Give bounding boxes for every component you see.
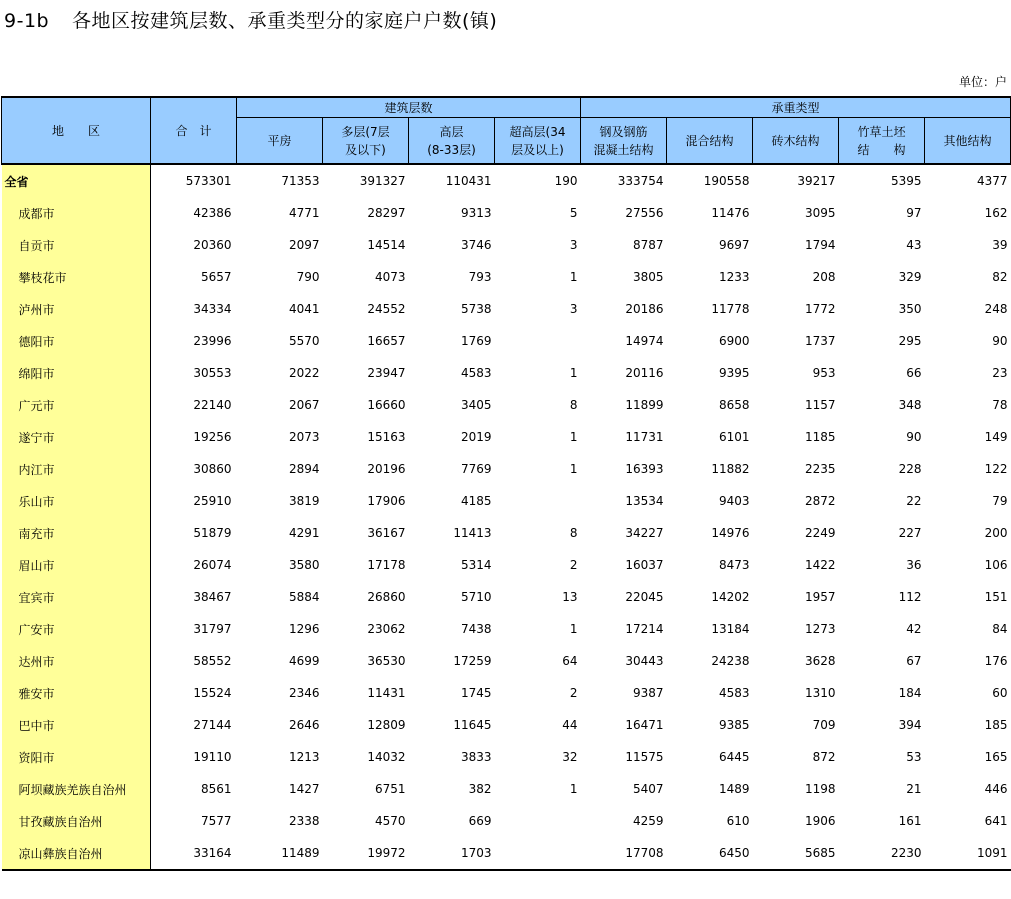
value-cell: 53 <box>906 750 922 764</box>
region-cell: 雅安市 <box>2 677 151 709</box>
value-cell: 44 <box>562 718 578 732</box>
value-cell: 17708 <box>581 837 667 870</box>
header-col-line2: (8-33层) <box>427 142 476 157</box>
total-cell: 26074 <box>193 558 232 572</box>
value-cell: 3580 <box>288 558 320 572</box>
value-cell: 1737 <box>804 334 836 348</box>
value-cell: 5685 <box>753 837 839 870</box>
value-cell: 2097 <box>288 238 320 252</box>
table-row <box>2 645 1011 677</box>
value-cell: 122 <box>984 462 1008 476</box>
header-col-line1: 竹草土坯 <box>857 124 906 139</box>
header-group-floors: 建筑层数 <box>237 97 581 118</box>
value-cell: 3805 <box>632 270 664 284</box>
table-row <box>2 325 1011 357</box>
table-row <box>2 164 1011 197</box>
region-cell: 乐山市 <box>2 485 151 517</box>
header-col-line1: 平房 <box>267 133 292 148</box>
table-row <box>2 197 1011 229</box>
total-cell: 20360 <box>193 238 232 252</box>
header-total: 合 计 <box>151 97 237 164</box>
value-cell: 200 <box>984 526 1008 540</box>
value-cell: 20196 <box>367 462 406 476</box>
total-cell: 30553 <box>193 366 232 380</box>
header-col-line1: 其他结构 <box>943 133 992 148</box>
value-cell: 43 <box>906 238 922 252</box>
table-row <box>2 581 1011 613</box>
value-cell: 3833 <box>460 750 492 764</box>
value-cell: 149 <box>984 430 1008 444</box>
value-cell: 11882 <box>711 462 750 476</box>
header-col-3 <box>495 118 581 165</box>
value-cell: 30443 <box>625 654 664 668</box>
region-cell: 成都市 <box>2 197 151 229</box>
region-cell: 凉山彝族自治州 <box>2 837 151 870</box>
header-col-line1: 混合结构 <box>685 133 734 148</box>
value-cell: 190 <box>554 174 578 188</box>
value-cell: 14514 <box>367 238 406 252</box>
value-cell: 84 <box>992 622 1008 636</box>
value-cell: 79 <box>992 494 1008 508</box>
value-cell: 11489 <box>237 837 323 870</box>
value-cell: 2338 <box>288 814 320 828</box>
value-cell: 78 <box>992 398 1008 412</box>
value-cell: 3095 <box>804 206 836 220</box>
header-col-line1: 钢及钢筋 <box>599 124 648 139</box>
header-col-line1: 高层 <box>439 124 464 139</box>
table-row <box>2 773 1011 805</box>
table-row <box>2 485 1011 517</box>
header-col-line1: 多层(7层 <box>341 124 390 139</box>
value-cell: 446 <box>984 782 1008 796</box>
header-col-line2: 及以下) <box>345 142 386 157</box>
value-cell: 185 <box>984 718 1008 732</box>
value-cell: 669 <box>468 814 492 828</box>
value-cell: 28297 <box>367 206 406 220</box>
value-cell: 11431 <box>367 686 406 700</box>
value-cell: 13534 <box>625 494 664 508</box>
value-cell: 6900 <box>718 334 750 348</box>
table-row <box>2 421 1011 453</box>
value-cell: 1233 <box>718 270 750 284</box>
table-row <box>2 389 1011 421</box>
value-cell: 42 <box>906 622 922 636</box>
value-cell: 4377 <box>977 174 1008 188</box>
value-cell: 20116 <box>625 366 664 380</box>
value-cell: 16660 <box>367 398 406 412</box>
value-cell: 2230 <box>839 837 925 870</box>
unit-label: 单位：户 <box>958 75 1007 89</box>
table-row <box>2 677 1011 709</box>
region-cell: 眉山市 <box>2 549 151 581</box>
value-cell: 1906 <box>804 814 836 828</box>
value-cell: 348 <box>898 398 922 412</box>
value-cell: 36 <box>906 558 922 572</box>
value-cell: 5407 <box>632 782 664 796</box>
value-cell: 5314 <box>460 558 492 572</box>
value-cell: 176 <box>984 654 1008 668</box>
total-cell: 38467 <box>193 590 232 604</box>
total-cell: 25910 <box>193 494 232 508</box>
value-cell: 110431 <box>445 174 492 188</box>
value-cell: 8 <box>569 526 578 540</box>
value-cell: 39217 <box>797 174 836 188</box>
value-cell: 208 <box>812 270 836 284</box>
value-cell: 333754 <box>617 174 664 188</box>
value-cell: 3746 <box>460 238 492 252</box>
header-col-1 <box>323 118 409 165</box>
value-cell: 9385 <box>718 718 750 732</box>
value-cell: 14976 <box>711 526 750 540</box>
value-cell: 1 <box>569 270 578 284</box>
header-region: 地 区 <box>2 97 151 164</box>
value-cell: 14032 <box>367 750 406 764</box>
total-cell: 573301 <box>185 174 232 188</box>
value-cell: 1703 <box>409 837 495 870</box>
value-cell: 1 <box>569 782 578 796</box>
value-cell: 16393 <box>625 462 664 476</box>
value-cell: 23947 <box>367 366 406 380</box>
total-cell: 19256 <box>193 430 232 444</box>
value-cell: 2022 <box>288 366 320 380</box>
value-cell: 1745 <box>460 686 492 700</box>
value-cell: 793 <box>468 270 492 284</box>
value-cell: 82 <box>992 270 1008 284</box>
value-cell: 295 <box>898 334 922 348</box>
header-col-line2: 混凝土结构 <box>593 142 654 157</box>
header-col-6 <box>753 118 839 165</box>
total-cell: 27144 <box>193 718 232 732</box>
value-cell: 106 <box>984 558 1008 572</box>
value-cell: 112 <box>898 590 922 604</box>
value-cell: 9403 <box>718 494 750 508</box>
value-cell: 15163 <box>367 430 406 444</box>
value-cell: 24552 <box>367 302 406 316</box>
value-cell: 90 <box>906 430 922 444</box>
value-cell: 1213 <box>288 750 320 764</box>
value-cell: 1 <box>569 622 578 636</box>
value-cell: 23 <box>992 366 1008 380</box>
value-cell: 4259 <box>632 814 664 828</box>
value-cell: 22 <box>906 494 922 508</box>
value-cell: 2 <box>569 558 578 572</box>
value-cell: 64 <box>562 654 578 668</box>
value-cell <box>495 837 581 870</box>
table-body <box>2 164 1011 870</box>
value-cell: 1185 <box>804 430 836 444</box>
value-cell: 329 <box>898 270 922 284</box>
header-col-7 <box>839 118 925 165</box>
value-cell: 3 <box>569 302 578 316</box>
value-cell: 5884 <box>288 590 320 604</box>
region-cell: 泸州市 <box>2 293 151 325</box>
total-cell: 15524 <box>193 686 232 700</box>
table-title: 各地区按建筑层数、承重类型分的家庭户户数(镇) <box>72 10 498 32</box>
value-cell: 8658 <box>718 398 750 412</box>
value-cell: 19972 <box>323 837 409 870</box>
value-cell: 11731 <box>625 430 664 444</box>
table-row <box>2 517 1011 549</box>
value-cell: 610 <box>726 814 750 828</box>
value-cell: 97 <box>906 206 922 220</box>
value-cell: 4583 <box>718 686 750 700</box>
total-cell: 58552 <box>193 654 232 668</box>
value-cell: 872 <box>812 750 836 764</box>
value-cell: 1310 <box>804 686 836 700</box>
value-cell: 382 <box>468 782 492 796</box>
value-cell: 1957 <box>804 590 836 604</box>
value-cell: 13184 <box>711 622 750 636</box>
value-cell: 24238 <box>711 654 750 668</box>
region-cell: 巴中市 <box>2 709 151 741</box>
value-cell: 4041 <box>288 302 320 316</box>
value-cell: 17906 <box>367 494 406 508</box>
region-cell: 广元市 <box>2 389 151 421</box>
value-cell: 1772 <box>804 302 836 316</box>
value-cell: 71353 <box>281 174 320 188</box>
value-cell: 8 <box>569 398 578 412</box>
value-cell: 709 <box>812 718 836 732</box>
value-cell: 16471 <box>625 718 664 732</box>
table-row <box>2 453 1011 485</box>
data-table <box>1 96 1011 871</box>
value-cell: 60 <box>992 686 1008 700</box>
value-cell: 90 <box>992 334 1008 348</box>
value-cell: 7438 <box>460 622 492 636</box>
table-row <box>2 741 1011 773</box>
value-cell: 3405 <box>460 398 492 412</box>
region-cell: 德阳市 <box>2 325 151 357</box>
value-cell: 2019 <box>460 430 492 444</box>
value-cell: 8787 <box>632 238 664 252</box>
header-col-8 <box>925 118 1011 165</box>
value-cell: 11476 <box>711 206 750 220</box>
value-cell: 2073 <box>288 430 320 444</box>
header-col-line2: 结 构 <box>857 142 906 157</box>
value-cell: 23062 <box>367 622 406 636</box>
value-cell: 2 <box>569 686 578 700</box>
value-cell: 4185 <box>460 494 492 508</box>
value-cell: 11899 <box>625 398 664 412</box>
value-cell: 1489 <box>718 782 750 796</box>
value-cell: 17259 <box>453 654 492 668</box>
region-cell: 资阳市 <box>2 741 151 773</box>
table-row <box>2 613 1011 645</box>
value-cell: 162 <box>984 206 1008 220</box>
value-cell: 953 <box>812 366 836 380</box>
value-cell: 2249 <box>804 526 836 540</box>
value-cell: 11645 <box>453 718 492 732</box>
page-title <box>4 6 497 33</box>
value-cell: 20186 <box>625 302 664 316</box>
table-row <box>2 709 1011 741</box>
value-cell: 2346 <box>288 686 320 700</box>
value-cell: 9313 <box>460 206 492 220</box>
table-row <box>2 549 1011 581</box>
value-cell: 34227 <box>625 526 664 540</box>
value-cell: 36530 <box>367 654 406 668</box>
value-cell: 67 <box>906 654 922 668</box>
total-cell: 7577 <box>200 814 232 828</box>
table-row <box>2 805 1011 837</box>
region-cell: 阿坝藏族羌族自治州 <box>2 773 151 805</box>
value-cell: 5395 <box>890 174 922 188</box>
header-col-2 <box>409 118 495 165</box>
value-cell: 9395 <box>718 366 750 380</box>
value-cell: 4291 <box>288 526 320 540</box>
value-cell: 1 <box>569 366 578 380</box>
value-cell: 227 <box>898 526 922 540</box>
region-cell: 攀枝花市 <box>2 261 151 293</box>
region-cell: 全省 <box>2 164 151 197</box>
value-cell: 184 <box>898 686 922 700</box>
value-cell: 6101 <box>718 430 750 444</box>
total-cell: 33164 <box>151 837 237 870</box>
total-cell: 51879 <box>193 526 232 540</box>
header-group-structure: 承重类型 <box>581 97 1011 118</box>
region-cell: 甘孜藏族自治州 <box>2 805 151 837</box>
value-cell: 6450 <box>667 837 753 870</box>
table-row <box>2 357 1011 389</box>
value-cell: 4570 <box>374 814 406 828</box>
value-cell <box>495 805 581 837</box>
value-cell: 66 <box>906 366 922 380</box>
value-cell: 1769 <box>460 334 492 348</box>
total-cell: 42386 <box>193 206 232 220</box>
value-cell: 7769 <box>460 462 492 476</box>
region-cell: 达州市 <box>2 645 151 677</box>
value-cell: 16037 <box>625 558 664 572</box>
table-row <box>2 229 1011 261</box>
region-cell: 自贡市 <box>2 229 151 261</box>
value-cell: 641 <box>984 814 1008 828</box>
value-cell: 1422 <box>804 558 836 572</box>
value-cell: 14202 <box>711 590 750 604</box>
value-cell: 5570 <box>288 334 320 348</box>
value-cell: 4699 <box>288 654 320 668</box>
value-cell <box>495 485 581 517</box>
value-cell: 17214 <box>625 622 664 636</box>
table-row <box>2 261 1011 293</box>
total-cell: 31797 <box>193 622 232 636</box>
value-cell: 2894 <box>288 462 320 476</box>
value-cell: 391327 <box>359 174 406 188</box>
value-cell: 12809 <box>367 718 406 732</box>
value-cell: 17178 <box>367 558 406 572</box>
value-cell: 165 <box>984 750 1008 764</box>
region-cell: 宜宾市 <box>2 581 151 613</box>
value-cell: 161 <box>898 814 922 828</box>
region-cell: 绵阳市 <box>2 357 151 389</box>
value-cell: 248 <box>984 302 1008 316</box>
value-cell: 1794 <box>804 238 836 252</box>
value-cell: 1198 <box>804 782 836 796</box>
value-cell: 36167 <box>367 526 406 540</box>
table-row <box>2 293 1011 325</box>
value-cell: 3 <box>569 238 578 252</box>
total-cell: 30860 <box>193 462 232 476</box>
value-cell: 1296 <box>288 622 320 636</box>
value-cell: 2235 <box>804 462 836 476</box>
value-cell: 4583 <box>460 366 492 380</box>
value-cell: 5710 <box>460 590 492 604</box>
value-cell: 16657 <box>367 334 406 348</box>
value-cell: 190558 <box>703 174 750 188</box>
value-cell: 394 <box>898 718 922 732</box>
region-cell: 遂宁市 <box>2 421 151 453</box>
region-cell: 南充市 <box>2 517 151 549</box>
value-cell: 27556 <box>625 206 664 220</box>
value-cell: 2872 <box>804 494 836 508</box>
total-cell: 5657 <box>200 270 232 284</box>
value-cell: 350 <box>898 302 922 316</box>
value-cell: 1 <box>569 462 578 476</box>
header-col-line1: 砖木结构 <box>771 133 820 148</box>
value-cell: 6445 <box>718 750 750 764</box>
table-code: 9-1b <box>4 10 50 32</box>
region-cell: 广安市 <box>2 613 151 645</box>
value-cell: 21 <box>906 782 922 796</box>
value-cell: 11778 <box>711 302 750 316</box>
value-cell: 228 <box>898 462 922 476</box>
value-cell: 2646 <box>288 718 320 732</box>
total-cell: 23996 <box>193 334 232 348</box>
table-row <box>2 837 1011 870</box>
value-cell: 32 <box>562 750 578 764</box>
value-cell: 4073 <box>374 270 406 284</box>
value-cell: 11413 <box>453 526 492 540</box>
value-cell: 11575 <box>625 750 664 764</box>
value-cell: 13 <box>562 590 578 604</box>
value-cell: 1273 <box>804 622 836 636</box>
value-cell: 3628 <box>804 654 836 668</box>
value-cell: 26860 <box>367 590 406 604</box>
value-cell: 1157 <box>804 398 836 412</box>
value-cell: 5 <box>569 206 578 220</box>
value-cell: 9697 <box>718 238 750 252</box>
total-cell: 22140 <box>193 398 232 412</box>
value-cell <box>495 325 581 357</box>
value-cell: 8473 <box>718 558 750 572</box>
header-col-5 <box>667 118 753 165</box>
header-col-0 <box>237 118 323 165</box>
header-col-4 <box>581 118 667 165</box>
value-cell: 151 <box>984 590 1008 604</box>
value-cell: 1 <box>569 430 578 444</box>
value-cell: 22045 <box>625 590 664 604</box>
header-col-line2: 层及以上) <box>511 142 564 157</box>
header-col-line1: 超高层(34 <box>509 124 566 139</box>
total-cell: 34334 <box>193 302 232 316</box>
value-cell: 14974 <box>625 334 664 348</box>
region-cell: 内江市 <box>2 453 151 485</box>
value-cell: 2067 <box>288 398 320 412</box>
value-cell: 6751 <box>374 782 406 796</box>
value-cell: 790 <box>296 270 320 284</box>
value-cell: 5738 <box>460 302 492 316</box>
value-cell: 9387 <box>632 686 664 700</box>
total-cell: 8561 <box>200 782 232 796</box>
value-cell: 39 <box>992 238 1008 252</box>
value-cell: 1091 <box>925 837 1011 870</box>
value-cell: 1427 <box>288 782 320 796</box>
total-cell: 19110 <box>193 750 232 764</box>
value-cell: 3819 <box>288 494 320 508</box>
value-cell: 4771 <box>288 206 320 220</box>
